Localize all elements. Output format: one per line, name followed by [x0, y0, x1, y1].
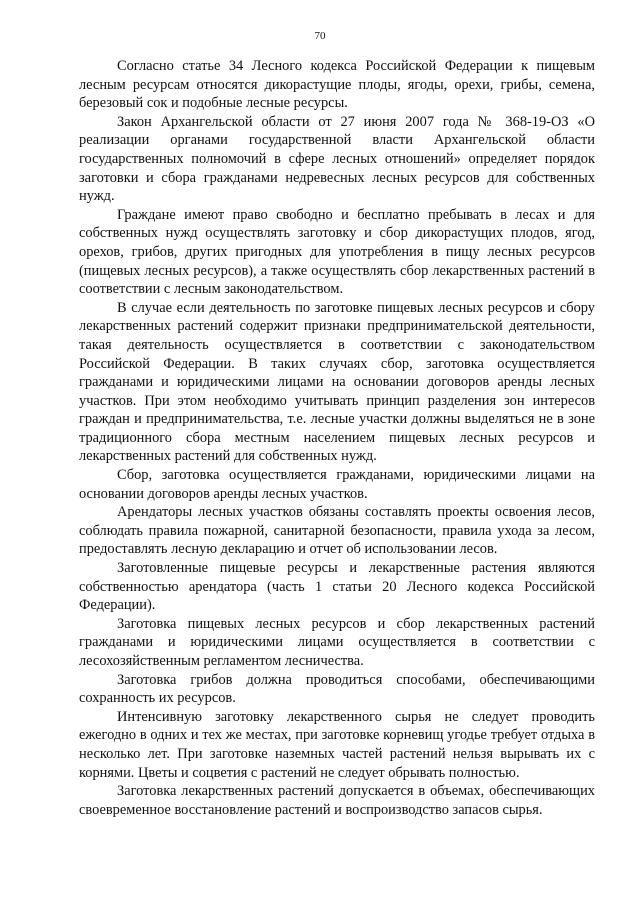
page-number: 70 — [314, 30, 326, 42]
paragraph-entrepreneurial-activity: В случае если деятельность по заготовке пищевых лесных ресурсов и сбору лекарственных растений содержит признаки предпринимательской деятельности, такая деятельность осуществляется в соответствии с законодательством Российской Федерации. В таких случаях сбор, заготовка осуществляется гражданами и юридическими лицами на основании договоров аренды лесных участков. При этом необходимо учитывать принцип разделения зон интересов граждан и предпринимательства, т.е. лесные участки должны выделяться не в зоне традиционного сбора местным населением пищевых лесных ресурсов и лекарственных растений для собственных нужд. — [79, 299, 595, 465]
paragraph-medicinal-volume: Заготовка лекарственных растений допускается в объемах, обеспечивающих своевременное восстановление растений и воспроизводство запасов сырья. — [79, 783, 595, 818]
paragraph-tenant-ownership: Заготовленные пищевые ресурсы и лекарственные растения являются собственностью арендатора (часть 1 статьи 20 Лесного кодекса Российской Федерации). — [79, 560, 595, 614]
paragraph-food-resources-definition: Согласно статье 34 Лесного кодекса Российской Федерации к пищевым лесным ресурсам относятся дикорастущие плоды, ягоды, орехи, грибы, семена, березовый сок и подобные лесные ресурсы. — [79, 58, 595, 112]
body-text — [79, 57, 595, 819]
paragraph-lease-basis: Сбор, заготовка осуществляется гражданами, юридическими лицами на основании договоров аренды лесных участков. — [79, 467, 595, 502]
paragraph-medicinal-intensity: Интенсивную заготовку лекарственного сырья не следует проводить ежегодно в одних и тех же местах, при заготовке корневищ угодье требует отдыха в несколько лет. При заготовке наземных частей растений нельзя вырывать их с корнями. Цветы и соцветия с растений не следует обрывать полностью. — [79, 708, 595, 781]
paragraph-arkhangelsk-law: Закон Архангельской области от 27 июня 2007 года № 368-19-ОЗ «О реализации органами государственной власти Архангельской области государственных полномочий в сфере лесных отношений» определяет порядок заготовки и сбора гражданами недревесных лесных ресурсов для собственных нужд. — [79, 113, 595, 205]
paragraph-citizens-rights: Граждане имеют право свободно и бесплатно пребывать в лесах и для собственных нужд осуществлять заготовку и сбор дикорастущих плодов, ягод, орехов, грибов, других пригодных для употребления в пищу лесных ресурсов (пищевых лесных ресурсов), а также осуществлять сбор лекарственных растений в соответствии с лесным законодательством. — [79, 206, 595, 298]
paragraph-mushroom-harvesting: Заготовка грибов должна проводиться способами, обеспечивающими сохранность их ресурсов. — [79, 671, 595, 707]
paragraph-forestry-regulation: Заготовка пищевых лесных ресурсов и сбор лекарственных растений гражданами и юридическими лицами осуществляется в соответствии с лесохозяйственным регламентом лесничества. — [79, 615, 595, 669]
paragraph-tenant-obligations: Арендаторы лесных участков обязаны составлять проекты освоения лесов, соблюдать правила пожарной, санитарной безопасности, правила ухода за лесом, предоставлять лесную декларацию и отчет об использовании лесов. — [79, 504, 595, 558]
